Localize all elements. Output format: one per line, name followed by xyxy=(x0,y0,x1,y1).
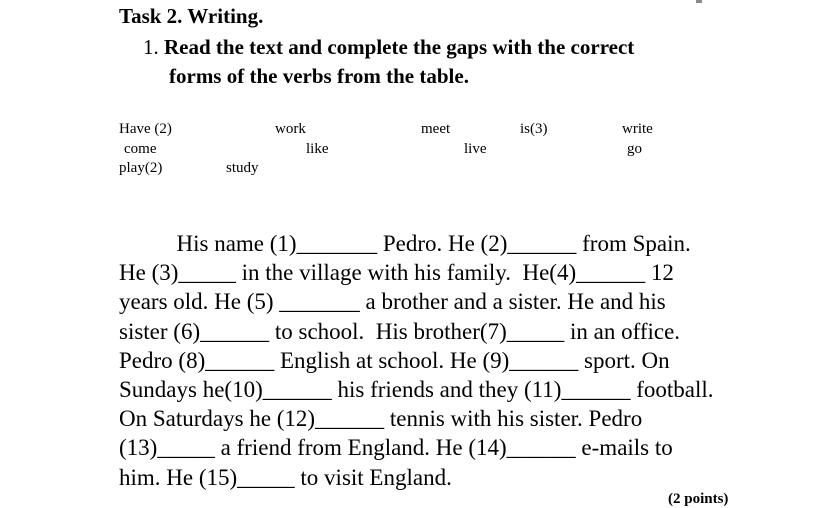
verb-word: Have (2) xyxy=(119,121,172,137)
passage-line: him. He (15)_____ to visit England. xyxy=(119,464,452,490)
verb-word: like xyxy=(306,141,329,157)
passage-line: (13)_____ a friend from England. He (14)______ e-mails to xyxy=(119,435,673,461)
instruction-line-1: Read the text and complete the gaps with the correct xyxy=(164,35,635,59)
passage-line: His name (1)_______ Pedro. He (2)______ from Spain. xyxy=(119,231,691,256)
verb-word: work xyxy=(275,121,306,137)
gap-fill-passage xyxy=(119,229,714,492)
passage-line: sister (6)______ to school. His brother(7)_____ in an office. xyxy=(119,318,681,344)
passage-line: Pedro (8)______ English at school. He (9)______ sport. On xyxy=(119,347,670,373)
verb-word: write xyxy=(622,121,653,137)
verb-word: come xyxy=(124,141,157,157)
verb-word: meet xyxy=(421,121,451,137)
passage-line: He (3)_____ in the village with his family. He(4)______ 12 xyxy=(119,260,674,286)
verb-word: study xyxy=(226,160,259,176)
verb-word: go xyxy=(627,141,642,157)
passage-line: On Saturdays he (12)______ tennis with his sister. Pedro xyxy=(119,406,643,432)
instruction-number: 1. xyxy=(143,35,159,59)
verb-word: is(3) xyxy=(520,121,548,137)
instruction-line-2: forms of the verbs from the table. xyxy=(169,64,469,88)
verb-word: live xyxy=(464,141,487,157)
passage-line: years old. He (5) _______ a brother and a sister. He and his xyxy=(119,289,666,315)
verb-word: play(2) xyxy=(119,160,163,176)
task-heading: Task 2. Writing. xyxy=(119,4,264,28)
passage-line: Sundays he(10)______ his friends and they (11)______ football. xyxy=(119,376,714,402)
points-note: (2 points) xyxy=(668,491,729,507)
page-edge-mark xyxy=(696,0,702,3)
instruction xyxy=(143,33,635,88)
